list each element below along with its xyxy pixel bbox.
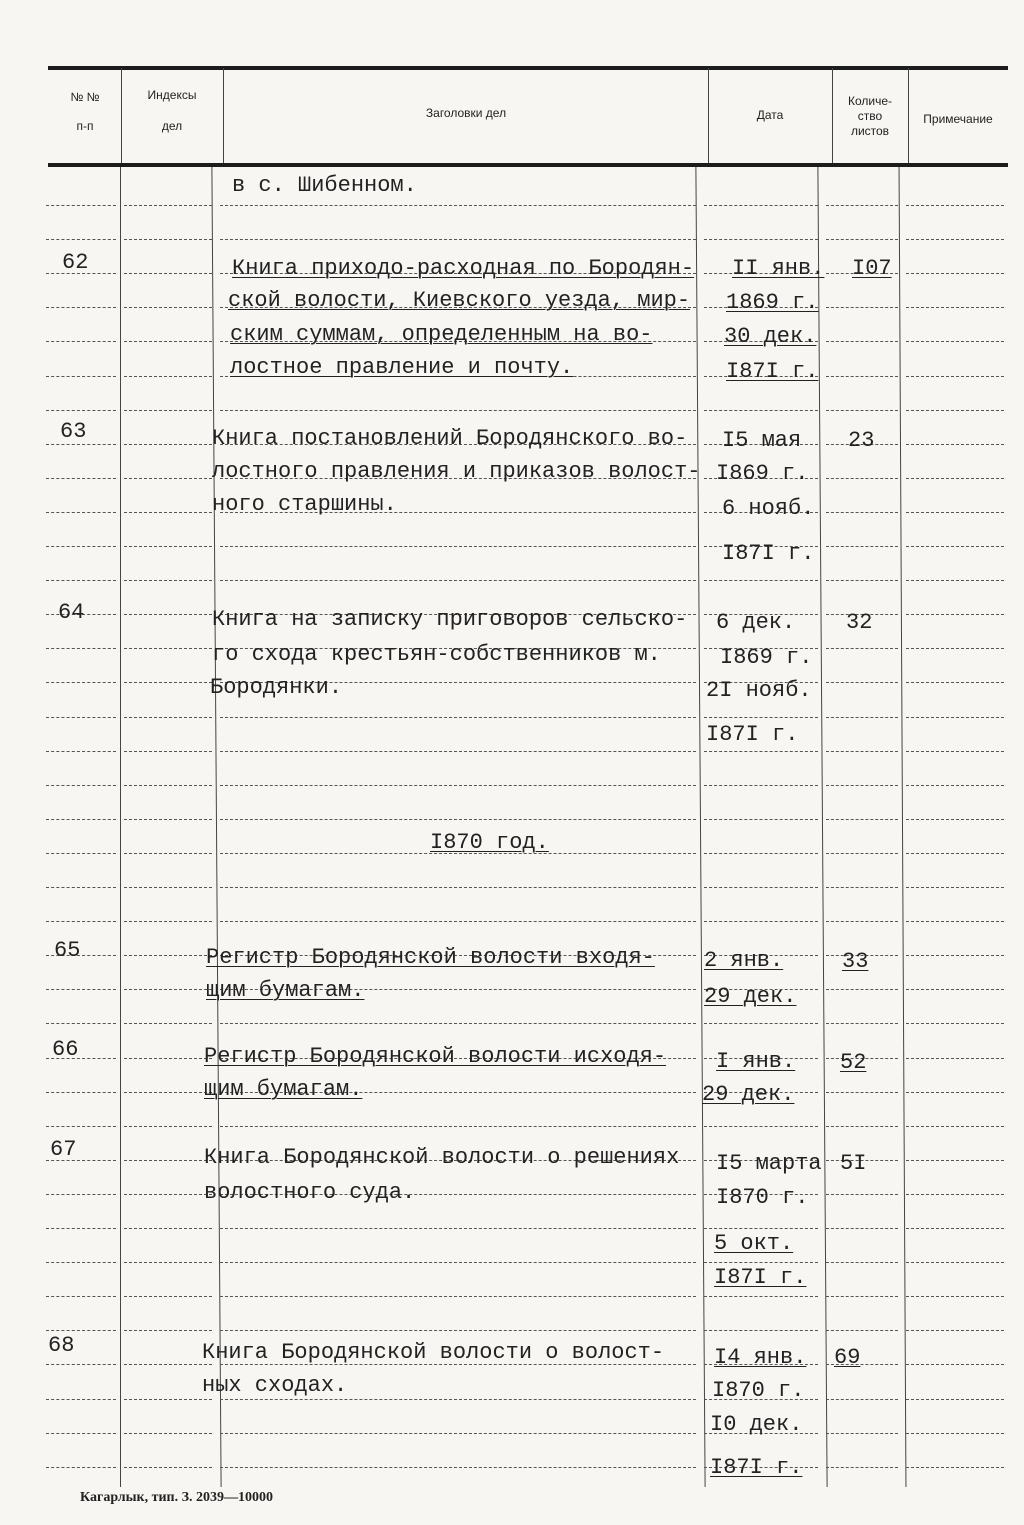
ruled-line bbox=[704, 887, 818, 888]
ruled-line bbox=[906, 819, 1004, 820]
header-index-sublabel: дел bbox=[161, 119, 183, 133]
ruled-line bbox=[826, 1330, 898, 1331]
ruled-line bbox=[826, 853, 898, 854]
ruled-line bbox=[46, 1330, 116, 1331]
row-number: 63 bbox=[60, 419, 87, 444]
ruled-line bbox=[704, 1228, 818, 1229]
ruled-line bbox=[220, 1399, 696, 1400]
ruled-line bbox=[124, 1467, 212, 1468]
row-date-line: I87I г. bbox=[722, 541, 815, 566]
ruled-line bbox=[704, 1126, 818, 1127]
ruled-line bbox=[124, 1023, 212, 1024]
ruled-line bbox=[46, 1228, 116, 1229]
ruled-line bbox=[220, 717, 696, 718]
row-date-line: I870 г. bbox=[716, 1185, 809, 1210]
row-number: 62 bbox=[62, 250, 89, 275]
ruled-line bbox=[124, 819, 212, 820]
row-title-line: ных сходах. bbox=[202, 1373, 348, 1398]
row-date-line: 29 дек. bbox=[702, 1082, 795, 1107]
ruled-line bbox=[704, 751, 818, 752]
ruled-line bbox=[46, 682, 116, 683]
row-sheet-count: 5I bbox=[840, 1151, 867, 1176]
ruled-line bbox=[826, 1092, 898, 1093]
body-divider-2 bbox=[211, 167, 221, 1487]
ruled-line bbox=[906, 785, 1004, 786]
ruled-line bbox=[46, 1433, 116, 1434]
ruled-line bbox=[220, 580, 696, 581]
ruled-line bbox=[124, 580, 212, 581]
row-sheet-count: I07 bbox=[852, 256, 892, 281]
ruled-line bbox=[704, 1023, 818, 1024]
header-date: Дата bbox=[756, 108, 784, 122]
row-title-line: Книга постановлений Бородянского во- bbox=[212, 426, 688, 451]
ruled-line bbox=[46, 580, 116, 581]
ruled-line bbox=[826, 341, 898, 342]
ruled-line bbox=[826, 580, 898, 581]
row-date-line: I87I г. bbox=[710, 1455, 803, 1480]
ruled-line bbox=[906, 1364, 1004, 1365]
section-heading-year: I870 год. bbox=[430, 830, 549, 855]
row-date-line: I янв. bbox=[716, 1049, 796, 1074]
header-num-sublabel: п-п bbox=[76, 119, 94, 133]
ruled-line bbox=[46, 1262, 116, 1263]
row-date-line: I4 янв. bbox=[714, 1345, 807, 1370]
row-title-line: Книга Бородянской волости о волост- bbox=[202, 1340, 665, 1365]
col-divider-3 bbox=[708, 68, 709, 163]
ruled-line bbox=[826, 546, 898, 547]
row-number: 67 bbox=[50, 1137, 77, 1162]
ruled-line bbox=[220, 819, 696, 820]
ruled-line bbox=[906, 307, 1004, 308]
ruled-line bbox=[826, 1433, 898, 1434]
row-title-line: Книга приходо-расходная по Бородян- bbox=[232, 256, 695, 281]
ruled-line bbox=[46, 341, 116, 342]
ruled-line bbox=[220, 1228, 696, 1229]
ruled-line bbox=[124, 785, 212, 786]
ruled-line bbox=[220, 410, 696, 411]
ruled-line bbox=[220, 785, 696, 786]
ruled-line bbox=[826, 376, 898, 377]
ruled-line bbox=[906, 1228, 1004, 1229]
col-divider-1 bbox=[121, 68, 122, 163]
ruled-line bbox=[46, 717, 116, 718]
ruled-line bbox=[826, 1296, 898, 1297]
ruled-line bbox=[906, 1058, 1004, 1059]
ruled-line bbox=[826, 785, 898, 786]
ruled-line bbox=[906, 955, 1004, 956]
header-num bbox=[50, 90, 120, 134]
ruled-line bbox=[704, 819, 818, 820]
ruled-line bbox=[124, 478, 212, 479]
ruled-line bbox=[124, 546, 212, 547]
ruled-line bbox=[704, 410, 818, 411]
ruled-line bbox=[46, 512, 116, 513]
ruled-line bbox=[124, 1433, 212, 1434]
ruled-line bbox=[906, 682, 1004, 683]
row-title-line: Регистр Бородянской волости входя- bbox=[206, 945, 655, 970]
ruled-line bbox=[124, 1330, 212, 1331]
ruled-line bbox=[46, 785, 116, 786]
header-title: Заголовки дел bbox=[425, 106, 507, 120]
ruled-line bbox=[906, 376, 1004, 377]
header-num-label: № № bbox=[70, 90, 100, 104]
row-number: 64 bbox=[58, 600, 85, 625]
row-title-line: Книга Бородянской волости о решениях bbox=[204, 1145, 680, 1170]
row-date-line: 2 янв. bbox=[704, 948, 784, 973]
row-sheet-count: 69 bbox=[834, 1345, 861, 1370]
ruled-line bbox=[826, 648, 898, 649]
ruled-line bbox=[826, 239, 898, 240]
ruled-line bbox=[220, 1467, 696, 1468]
ruled-line bbox=[220, 1330, 696, 1331]
ruled-line bbox=[46, 239, 116, 240]
header-index bbox=[124, 88, 220, 134]
top-rule bbox=[48, 66, 1008, 70]
ruled-line bbox=[220, 887, 696, 888]
ruled-line bbox=[906, 1330, 1004, 1331]
row-title-line: Бородянки. bbox=[210, 675, 343, 700]
ruled-line bbox=[826, 1126, 898, 1127]
col-divider-2 bbox=[223, 68, 224, 163]
row-title-line: щим бумагам. bbox=[204, 1077, 363, 1102]
ruled-line bbox=[124, 887, 212, 888]
ruled-line bbox=[826, 1262, 898, 1263]
body-divider-5 bbox=[899, 167, 907, 1487]
ruled-line bbox=[46, 921, 116, 922]
row-date-line: 2I нояб. bbox=[706, 678, 812, 703]
row-date-line: I87I г. bbox=[726, 359, 819, 384]
ruled-line bbox=[906, 1262, 1004, 1263]
ruled-line bbox=[826, 682, 898, 683]
row-sheet-count: 52 bbox=[840, 1050, 867, 1075]
ruled-line bbox=[124, 1058, 212, 1059]
ruled-line bbox=[46, 648, 116, 649]
ruled-line bbox=[124, 239, 212, 240]
body-divider-1 bbox=[120, 167, 121, 1487]
ruled-line bbox=[826, 1023, 898, 1024]
ruled-line bbox=[124, 512, 212, 513]
ruled-line bbox=[704, 921, 818, 922]
ruled-line bbox=[906, 614, 1004, 615]
ruled-line bbox=[124, 444, 212, 445]
ruled-line bbox=[220, 1023, 696, 1024]
row-date-line: I87I г. bbox=[706, 722, 799, 747]
ruled-line bbox=[124, 307, 212, 308]
row-number: 66 bbox=[52, 1037, 79, 1062]
ruled-line bbox=[46, 1467, 116, 1468]
row-date-line: I5 мая bbox=[722, 428, 802, 453]
ruled-line bbox=[704, 1296, 818, 1297]
row-title-line: ного старшины. bbox=[212, 492, 397, 517]
row-sheet-count: 32 bbox=[846, 610, 873, 635]
row-sheet-count: 23 bbox=[848, 428, 875, 453]
ruled-line bbox=[220, 239, 696, 240]
row-date-line: I869 г. bbox=[720, 645, 813, 670]
ruled-line bbox=[124, 273, 212, 274]
ruled-line bbox=[826, 205, 898, 206]
ruled-line bbox=[124, 1364, 212, 1365]
ruled-line bbox=[906, 546, 1004, 547]
ruled-line bbox=[906, 989, 1004, 990]
ruled-line bbox=[826, 989, 898, 990]
ruled-line bbox=[46, 376, 116, 377]
ruled-line bbox=[906, 1467, 1004, 1468]
ruled-line bbox=[124, 341, 212, 342]
row-date-line: I869 г. bbox=[716, 461, 809, 486]
ruled-line bbox=[826, 751, 898, 752]
row-date-line: 1869 г. bbox=[726, 290, 819, 315]
ruled-line bbox=[220, 1296, 696, 1297]
ruled-line bbox=[826, 478, 898, 479]
ruled-line bbox=[124, 1160, 212, 1161]
ruled-line bbox=[826, 887, 898, 888]
ruled-line bbox=[826, 1399, 898, 1400]
ruled-line bbox=[124, 955, 212, 956]
ruled-line bbox=[826, 819, 898, 820]
ruled-line bbox=[906, 239, 1004, 240]
row-title-line: ской волости, Киевского уезда, мир- bbox=[228, 288, 691, 313]
ruled-line bbox=[46, 478, 116, 479]
ruled-line bbox=[46, 853, 116, 854]
row-date-line: I0 дек. bbox=[710, 1412, 803, 1437]
ruled-line bbox=[906, 1160, 1004, 1161]
ruled-line bbox=[124, 1194, 212, 1195]
ruled-line bbox=[124, 853, 212, 854]
ruled-line bbox=[704, 1330, 818, 1331]
ruled-line bbox=[124, 717, 212, 718]
printer-imprint: Кагарлык, тип. З. 2039—10000 bbox=[80, 1490, 274, 1505]
ruled-line bbox=[220, 751, 696, 752]
ruled-line bbox=[124, 1399, 212, 1400]
ruled-line bbox=[906, 1023, 1004, 1024]
header-count: Количе- ство листов bbox=[847, 94, 893, 138]
ruled-line bbox=[704, 580, 818, 581]
ruled-line bbox=[704, 717, 818, 718]
ruled-line bbox=[826, 1228, 898, 1229]
row-title-line: в с. Шибенном. bbox=[232, 173, 417, 198]
ruled-line bbox=[704, 785, 818, 786]
row-date-line: 6 нояб. bbox=[722, 496, 815, 521]
row-title-line: волостного суда. bbox=[204, 1180, 416, 1205]
ruled-line bbox=[46, 1399, 116, 1400]
ruled-line bbox=[46, 1364, 116, 1365]
ruled-line bbox=[46, 307, 116, 308]
row-title-line: Книга на записку приговоров сельско- bbox=[212, 607, 688, 632]
ruled-line bbox=[124, 1126, 212, 1127]
ruled-line bbox=[906, 648, 1004, 649]
ruled-line bbox=[704, 1262, 818, 1263]
ruled-line bbox=[906, 478, 1004, 479]
row-title-line: лостного правления и приказов волост- bbox=[212, 459, 701, 484]
row-date-line: I870 г. bbox=[712, 1378, 805, 1403]
ruled-line bbox=[46, 1023, 116, 1024]
ruled-line bbox=[46, 887, 116, 888]
ruled-line bbox=[46, 989, 116, 990]
ruled-line bbox=[906, 273, 1004, 274]
ruled-line bbox=[826, 307, 898, 308]
ruled-line bbox=[704, 205, 818, 206]
row-date-line: 5 окт. bbox=[714, 1231, 794, 1256]
ruled-line bbox=[124, 1228, 212, 1229]
ruled-line bbox=[906, 921, 1004, 922]
ruled-line bbox=[124, 921, 212, 922]
ruled-line bbox=[906, 717, 1004, 718]
ruled-line bbox=[124, 989, 212, 990]
ruled-line bbox=[906, 751, 1004, 752]
ruled-line bbox=[46, 546, 116, 547]
ruled-line bbox=[906, 853, 1004, 854]
row-title-line: Регистр Бородянской волости исходя- bbox=[204, 1044, 667, 1069]
row-title-line: го схода крестьян-собственников м. bbox=[212, 642, 661, 667]
ruled-line bbox=[46, 205, 116, 206]
ruled-line bbox=[124, 376, 212, 377]
ruled-line bbox=[124, 751, 212, 752]
ruled-line bbox=[906, 580, 1004, 581]
row-date-line: I5 марта bbox=[716, 1151, 822, 1176]
ruled-line bbox=[906, 1126, 1004, 1127]
row-number: 65 bbox=[54, 938, 81, 963]
ruled-line bbox=[906, 887, 1004, 888]
ruled-line bbox=[124, 1296, 212, 1297]
ruled-line bbox=[826, 921, 898, 922]
row-number: 68 bbox=[48, 1333, 75, 1358]
row-sheet-count: 33 bbox=[842, 949, 869, 974]
ruled-line bbox=[906, 512, 1004, 513]
ruled-line bbox=[220, 1433, 696, 1434]
row-date-line: 29 дек. bbox=[704, 984, 797, 1009]
row-date-line: I87I г. bbox=[714, 1265, 807, 1290]
ruled-line bbox=[826, 410, 898, 411]
ruled-line bbox=[906, 205, 1004, 206]
ruled-line bbox=[124, 614, 212, 615]
ruled-line bbox=[906, 341, 1004, 342]
ruled-line bbox=[124, 410, 212, 411]
row-title-line: ским суммам, определенным на во- bbox=[230, 322, 653, 347]
ruled-line bbox=[46, 410, 116, 411]
ruled-line bbox=[220, 546, 696, 547]
ruled-line bbox=[704, 239, 818, 240]
ruled-line bbox=[220, 205, 696, 206]
ruled-line bbox=[220, 921, 696, 922]
ruled-line bbox=[220, 1126, 696, 1127]
ruled-line bbox=[826, 717, 898, 718]
body-divider-4 bbox=[817, 167, 827, 1487]
ruled-line bbox=[906, 1092, 1004, 1093]
ruled-line bbox=[906, 444, 1004, 445]
header-rule bbox=[48, 163, 1008, 167]
ruled-line bbox=[704, 853, 818, 854]
row-date-line: 30 дек. bbox=[724, 324, 817, 349]
ruled-line bbox=[46, 1296, 116, 1297]
ruled-line bbox=[826, 1194, 898, 1195]
header-index-label: Индексы bbox=[147, 88, 197, 102]
ruled-line bbox=[220, 1262, 696, 1263]
body-divider-3 bbox=[695, 167, 705, 1487]
ruled-line bbox=[826, 512, 898, 513]
ruled-line bbox=[124, 1262, 212, 1263]
row-title-line: лостное правление и почту. bbox=[230, 355, 574, 380]
ruled-line bbox=[46, 751, 116, 752]
ruled-line bbox=[46, 1126, 116, 1127]
ruled-line bbox=[124, 205, 212, 206]
ruled-line bbox=[906, 1399, 1004, 1400]
ruled-line bbox=[46, 819, 116, 820]
ruled-line bbox=[46, 1194, 116, 1195]
ruled-line bbox=[906, 1433, 1004, 1434]
row-title-line: щим бумагам. bbox=[206, 978, 365, 1003]
ruled-line bbox=[46, 1092, 116, 1093]
row-date-line: II янв. bbox=[732, 256, 825, 281]
ruled-line bbox=[906, 1194, 1004, 1195]
ruled-line bbox=[124, 1092, 212, 1093]
ruled-line bbox=[826, 1467, 898, 1468]
row-date-line: 6 дек. bbox=[716, 610, 796, 635]
ruled-line bbox=[124, 682, 212, 683]
ruled-line bbox=[124, 648, 212, 649]
ruled-line bbox=[906, 1296, 1004, 1297]
ruled-line bbox=[906, 410, 1004, 411]
header-note: Примечание bbox=[923, 112, 993, 126]
